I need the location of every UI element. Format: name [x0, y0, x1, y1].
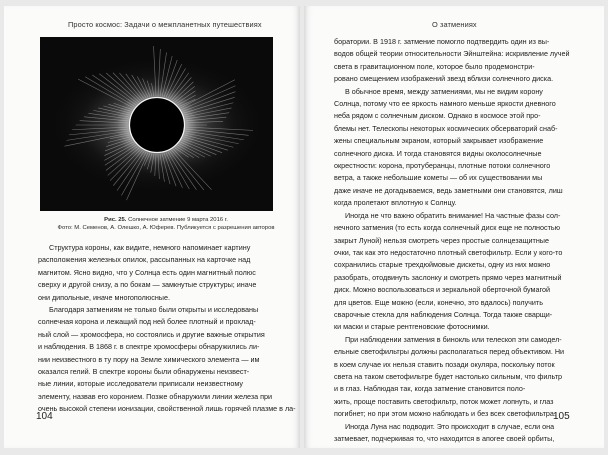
eclipse-photo	[40, 37, 273, 211]
left-body-text	[38, 242, 296, 416]
text-line: затмевает, подчеркивая то, что находится в апогее своей орбиты,	[334, 434, 555, 443]
text-line: они дипольные, иначе многополюсные.	[38, 292, 170, 302]
text-line: Иногда не что важно обратить внимание! На частные фазы сол-	[345, 210, 561, 220]
text-line: солнечная корона и лежащий под ней более плотный и прохлад-	[38, 317, 256, 327]
text-line: ки маски и старые рентгеновские фотоснимки.	[334, 322, 490, 332]
text-line: в коем случае их нельзя ставить позади окуляра, поскольку поток	[334, 359, 555, 369]
text-line: Солнца, потому что ее яркость намного меньше яркости дневного	[334, 99, 556, 109]
text-line: водов общей теории относительности Эйнштейна: искривление лучей	[334, 49, 570, 59]
text-line: ельные светофильтры должны располагаться перед объективом. Ни	[334, 347, 565, 357]
caption-credit: Фото: М. Семенов, А. Олешко, А. Юферев. Публикуется с разрешения авторов	[57, 225, 275, 231]
text-line: закрыт Луной) нельзя смотреть через простые солнцезащитные	[334, 235, 549, 245]
right-body-text	[334, 36, 574, 445]
text-line: нечного затмения (то есть когда солнечный диск еще не полностью	[334, 223, 561, 233]
text-line: В обычное время, между затмениями, мы не видим корону	[345, 86, 543, 96]
caption-number: Рис. 25.	[104, 217, 127, 223]
text-line: очки, так как это недостаточно плотный светофильтр. Если у кого-то	[334, 247, 563, 257]
text-line: очень высокой степени ионизации, свойственной лишь горячей плазме в ла-	[38, 404, 296, 414]
text-line: ветра, а также небольшие кометы — об их существовании мы	[334, 173, 543, 183]
text-line: для цветов. Еще можно (если, конечно, это вдалось) получить	[334, 297, 543, 307]
left-page	[4, 6, 300, 448]
right-page	[304, 6, 604, 448]
text-line: окрестности: корона, протуберанцы, плотные потоки солнечного	[334, 161, 551, 171]
text-line: боратории. В 1918 г. затмение помогло подтвердить один из вы-	[334, 37, 550, 46]
text-line: элементу, назвав его коронием. Позже обнаружили линии железа при	[38, 391, 273, 401]
text-line: неба рядом с солнечным диском. Однако в космосе этой про-	[334, 111, 541, 121]
text-line: При наблюдении затмения в бинокль или телескоп эти самодел-	[345, 334, 562, 344]
page-number: 104	[36, 411, 53, 422]
text-line: жить, проще поставить светофильтр, поток может лопнуть, и глаз	[334, 396, 554, 406]
text-line: погибнет; но при этом можно наблюдать и без всех светофильтра.	[334, 409, 556, 419]
text-line: даже иначе не догадываемся, ведь заметными они становятся, лиш	[334, 185, 563, 195]
text-line: ровано смещением изображений звезд вблизи солнечного диска.	[334, 74, 554, 84]
text-line: блемы нет. Телескопы некоторых космических обсерваторий снаб-	[334, 123, 558, 133]
page-number: 105	[553, 411, 570, 422]
text-line: сверху и другой снизу, а по бокам — замкнутые структуры; иначе	[38, 280, 257, 290]
text-line: жены специальным экраном, который закрывает изображение	[334, 136, 544, 146]
text-line: оказался гелий. В спектре короны были обнаружены неизвест-	[38, 367, 250, 377]
text-line: света на таком светофильтре будет настолько сильным, что фильтр	[334, 371, 562, 381]
text-line: разобрать, отодвинуть заслонку и смотреть прямо через магнитный	[334, 272, 562, 282]
text-line: ные линии, которые исследователи приписали неизвестному	[38, 379, 244, 389]
text-line: когда пролетают вплотную к Солнцу.	[334, 198, 457, 208]
text-line: и наблюдения. В 1868 г. в спектре хромосферы обнаружились ли-	[38, 342, 260, 352]
text-line: Иногда Луна нас подводит. Это происходит в случае, если она	[345, 421, 555, 431]
figure-caption	[46, 216, 286, 232]
text-line: ный слой — хромосфера, но состоялись и другие важные открытия	[38, 329, 265, 339]
text-line: сохранились старые трехдюймовые дискеты, одну из них можно	[334, 260, 551, 270]
text-line: нии неизвестного в ту пору на Земле химического элемента — им	[38, 354, 260, 364]
text-line: Структура короны, как видите, немного напоминает картину	[49, 243, 251, 252]
text-line: расположения железных опилок, рассыпанных на карточке над	[38, 255, 251, 265]
running-head: Просто космос: Задачи о межпланетных путешествиях	[68, 20, 262, 29]
text-line: диск. Можно воспользоваться и зеркальной оберточной бумагой	[334, 285, 550, 295]
text-line: магнитом. Ясно видно, что у Солнца есть один магнитный полюс	[38, 267, 256, 277]
text-line: и в глаз. Наблюдая так, когда затмение становится поло-	[334, 384, 526, 394]
text-line: Благодаря затмениям не только были открыты и исследованы	[49, 305, 259, 315]
running-head: О затмениях	[432, 20, 477, 29]
text-line: солнечного диска. И тогда становятся видны околосолнечные	[334, 148, 542, 158]
text-line: сварочные стекла для наблюдения Солнца. Тогда также сварщи-	[334, 309, 553, 319]
text-line: света в гравитационном поле, которое было продемонстри-	[334, 61, 535, 71]
caption-title: Солнечное затмение 9 марта 2016 г.	[126, 217, 228, 223]
